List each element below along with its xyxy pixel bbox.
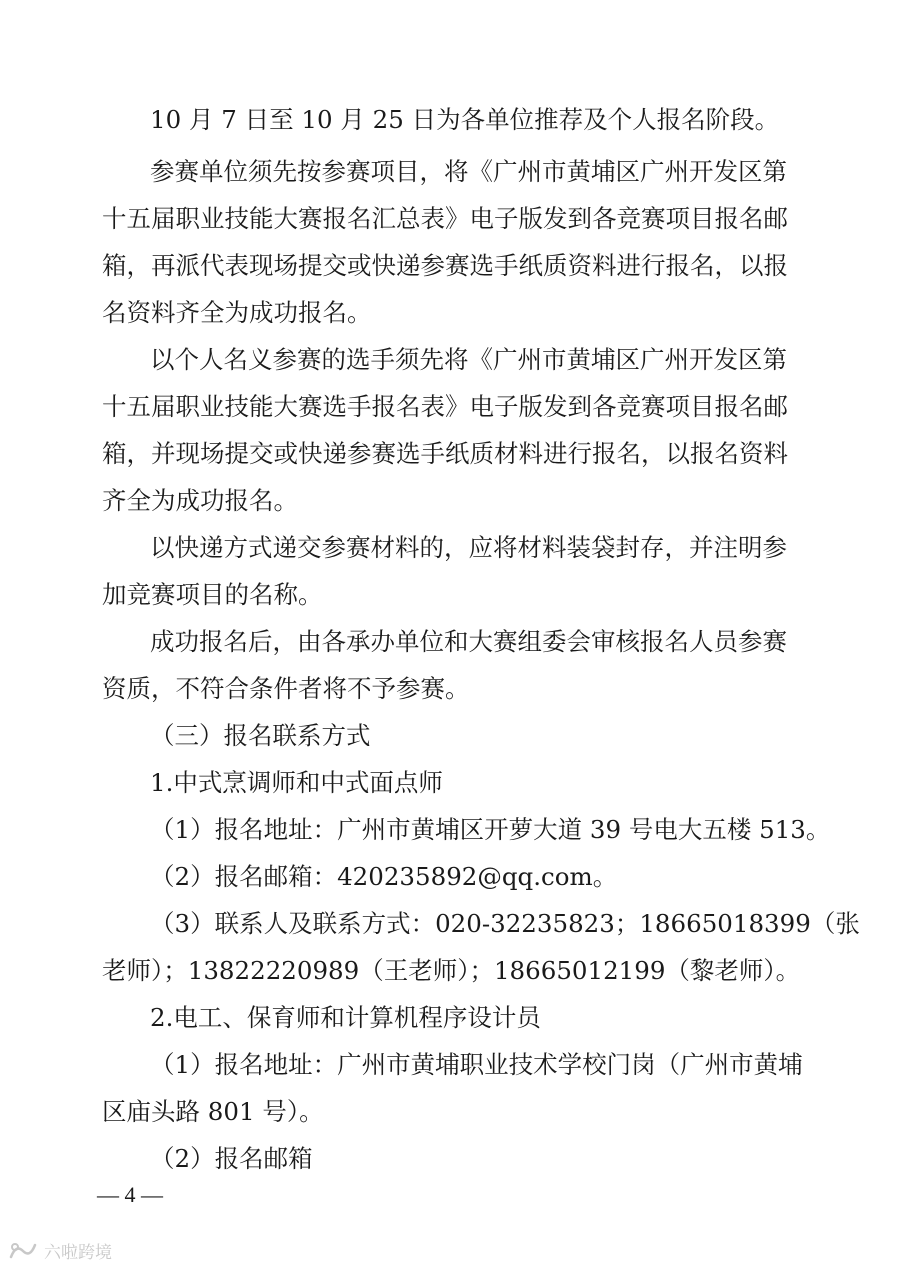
paragraph-2-line-4: 名资料齐全为成功报名。 [102,298,372,327]
paragraph-2-line-3: 箱 ， 再 派 代 表 现 场 提 交 或 快 递 参 赛 选 手 纸 质 资 料 进 行 报 名 ， 以 报 [102,251,788,280]
paragraph-10-line-2: 老师）；13822220989（王老师）；18665012199（黎老师）。 [102,956,801,985]
watermark [8,1238,112,1263]
paragraph-12-line-2: 区庙头路 801 号）。 [102,1097,324,1126]
paragraph-5-line-1: 成 功 报 名 后 ， 由 各 承 办 单 位 和 大 赛 组 委 会 审 核 报 名 人 员 参 赛 [150,627,787,656]
paragraph-3-line-1: 以 个 人 名 义 参 赛 的 选 手 须 先 将 《 广 州 市 黄 埔 区 广 州 开 发 区 第 [150,345,787,374]
paragraph-1-line-1: 10 月 7 日至 10 月 25 日为各单位推荐及个人报名阶段。 [150,105,780,134]
page-number: — 4 — [97,1182,163,1207]
paragraph-8-line-1: （1）报名地址：广州市黄埔区开萝大道 39 号电大五楼 513。 [150,815,831,844]
paragraph-11-line-1: 2.电工、保育师和计算机程序设计员 [150,1003,541,1032]
paragraph-7-line-1: 1.中式烹调师和中式面点师 [150,768,443,797]
paragraph-6-line-1: （三）报名联系方式 [150,721,371,750]
watermark-text: 六啦跨境 [44,1243,112,1263]
paragraph-3-line-4: 齐全为成功报名。 [102,486,298,515]
paragraph-2-line-2: 十 五 届 职 业 技 能 大 赛 报 名 汇 总 表 》 电 子 版 发 到 各 竞 赛 项 目 报 名 邮 [102,204,788,233]
paragraph-3-line-3: 箱 ， 并 现 场 提 交 或 快 递 参 赛 选 手 纸 质 材 料 进 行 报 名 ， 以 报 名 资 料 [102,439,788,468]
paragraph-12-line-1: （ 1 ） 报 名 地 址 ： 广 州 市 黄 埔 职 业 技 术 学 校 门 岗 （ 广 州 市 黄 埔 [150,1050,803,1079]
paragraph-10-line-1: （ 3 ） 联 系 人 及 联 系 方 式 ： 020-32235823 ； 18665018399 （ 张 [150,909,860,938]
paragraph-3-line-2: 十 五 届 职 业 技 能 大 赛 选 手 报 名 表 》 电 子 版 发 到 各 竞 赛 项 目 报 名 邮 [102,392,788,421]
paragraph-2-line-1: 参 赛 单 位 须 先 按 参 赛 项 目 ， 将 《 广 州 市 黄 埔 区 广 州 开 发 区 第 [150,157,787,186]
paragraph-4-line-1: 以 快 递 方 式 递 交 参 赛 材 料 的 ， 应 将 材 料 装 袋 封 存 ， 并 注 明 参 [150,533,787,562]
watermark-logo-icon [8,1240,38,1262]
paragraph-13-line-1: （2）报名邮箱 [150,1144,313,1173]
paragraph-4-line-2: 加竞赛项目的名称。 [102,580,323,609]
paragraph-9-line-1: （2）报名邮箱：420235892@qq.com。 [150,862,618,891]
paragraph-5-line-2: 资质，不符合条件者将不予参赛。 [102,674,470,703]
